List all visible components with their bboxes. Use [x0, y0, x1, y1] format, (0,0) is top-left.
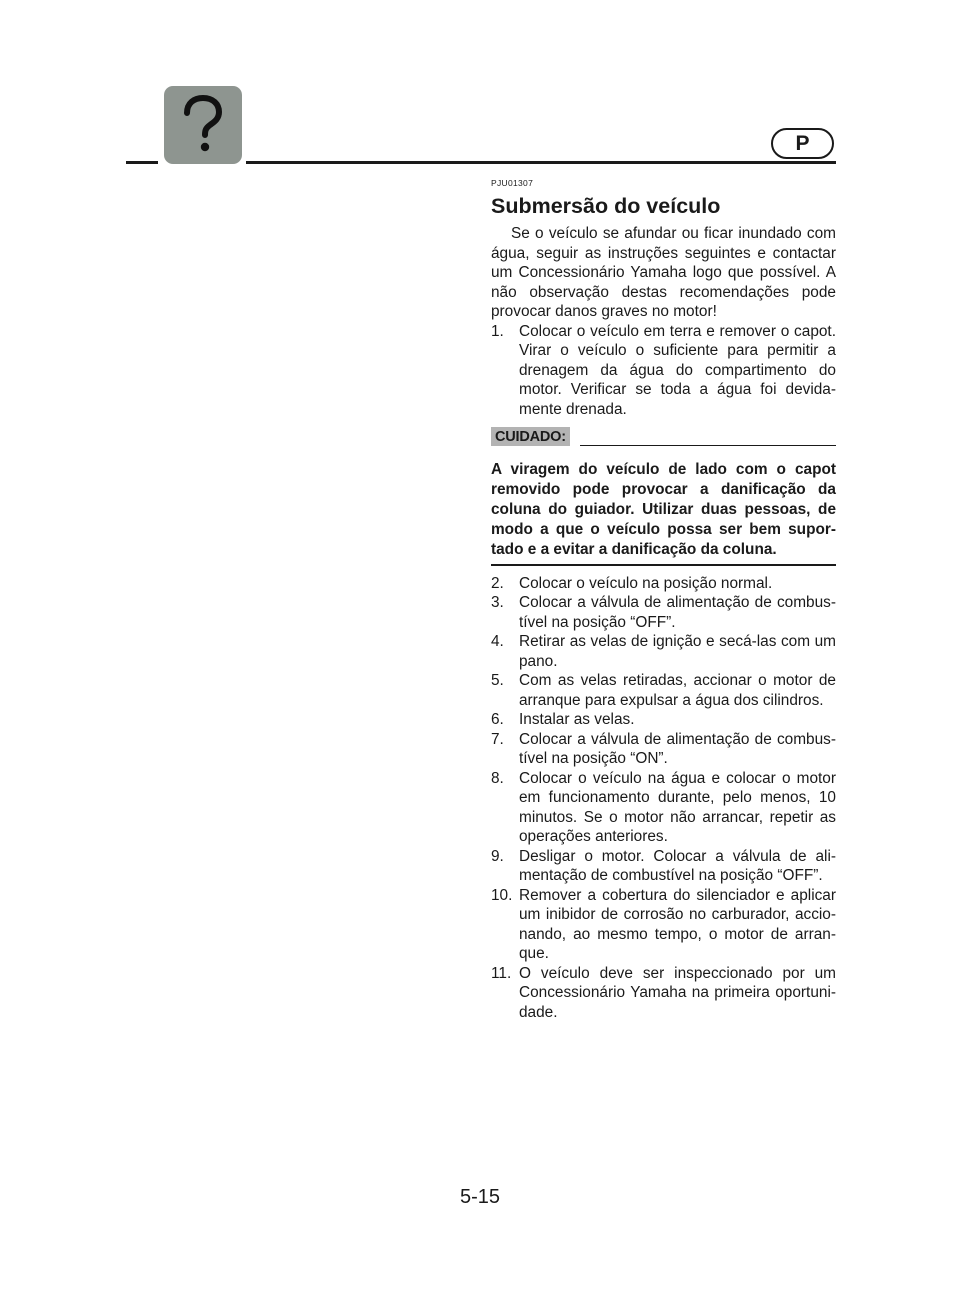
list-item — [491, 593, 836, 632]
list-item — [491, 964, 836, 1023]
list-item — [491, 847, 836, 886]
step-text: Colocar a válvula de alimentação de combus-tível na posição “ON”. — [519, 730, 836, 767]
list-item — [491, 769, 836, 847]
step-number: 10. — [491, 886, 513, 904]
step-text: Instalar as velas. — [519, 711, 635, 728]
language-badge: P — [771, 128, 834, 159]
step-text: Colocar a válvula de alimentação de combus-tível na posição “OFF”. — [519, 594, 836, 631]
question-mark-icon — [164, 86, 242, 164]
page-number: 5-15 — [459, 1186, 501, 1208]
caution-bottom-rule — [491, 564, 836, 566]
step-number: 1. — [491, 322, 504, 340]
step-number: 2. — [491, 574, 504, 592]
step-text: Remover a cobertura do silenciador e aplicar um inibidor de corrosão no carburador, accio-nando, ao mesmo tempo, o motor de arran-que. — [519, 886, 836, 962]
caution-text: A viragem do veículo de lado com o capot removido pode provocar a danificação da coluna do guiador. Utilizar duas pessoas, de modo a que o veículo possa ser bem supor-tado e a evitar a danificação da coluna. — [491, 461, 836, 558]
step-number: 7. — [491, 730, 504, 748]
step-text: Colocar o veículo em terra e remover o capot. Virar o veículo o suficiente para permitir a drenagem da água do compartimento do motor. Verificar se toda a água foi devida-mente drenada. — [519, 322, 836, 418]
step-text: Desligar o motor. Colocar a válvula de ali-mentação de combustível na posição “OFF”. — [519, 847, 836, 884]
step-text: Colocar o veículo na posição normal. — [519, 574, 773, 592]
caution-label: CUIDADO: — [491, 427, 570, 446]
intro-paragraph: Se o veículo se afundar ou ficar inundado com água, seguir as instruções seguintes e contactar um Concessionário Yamaha logo que possível. A não observação destas recomendações pode provocar danos graves no motor! — [491, 225, 836, 320]
header-rule-right — [246, 161, 836, 164]
list-item — [491, 886, 836, 964]
list-item — [491, 710, 836, 730]
step-number: 4. — [491, 633, 504, 650]
section-code: PJU01307 — [491, 178, 534, 188]
list-item — [491, 671, 836, 710]
step-text: Retirar as velas de ignição e secá-las com um pano. — [519, 633, 836, 670]
step-number: 11. — [491, 964, 512, 982]
header-rule-left — [126, 161, 158, 164]
caution-header — [491, 427, 836, 446]
list-item — [491, 322, 836, 420]
main-content — [491, 178, 836, 1022]
caution-divider — [580, 445, 836, 447]
step-text: Com as velas retiradas, accionar o motor de arranque para expulsar a água dos cilindros. — [519, 672, 836, 709]
step-number: 3. — [491, 594, 504, 611]
section-title: Submersão do veículo — [491, 194, 721, 218]
step-number: 5. — [491, 672, 504, 689]
step-number: 6. — [491, 711, 504, 728]
step-text: Colocar o veículo na água e colocar o motor em funcionamento durante, pelo menos, 10 minutos. Se o motor não arrancar, repetir as operações anteriores. — [519, 769, 836, 845]
step-number: 8. — [491, 769, 504, 787]
list-item — [491, 730, 836, 769]
steps-list-before — [491, 322, 836, 420]
step-number: 9. — [491, 847, 504, 865]
steps-list-after — [491, 574, 836, 1023]
list-item — [491, 632, 836, 671]
list-item — [491, 574, 836, 594]
step-text: O veículo deve ser inspeccionado por um Concessionário Yamaha na primeira oportuni-dade. — [519, 964, 836, 1021]
